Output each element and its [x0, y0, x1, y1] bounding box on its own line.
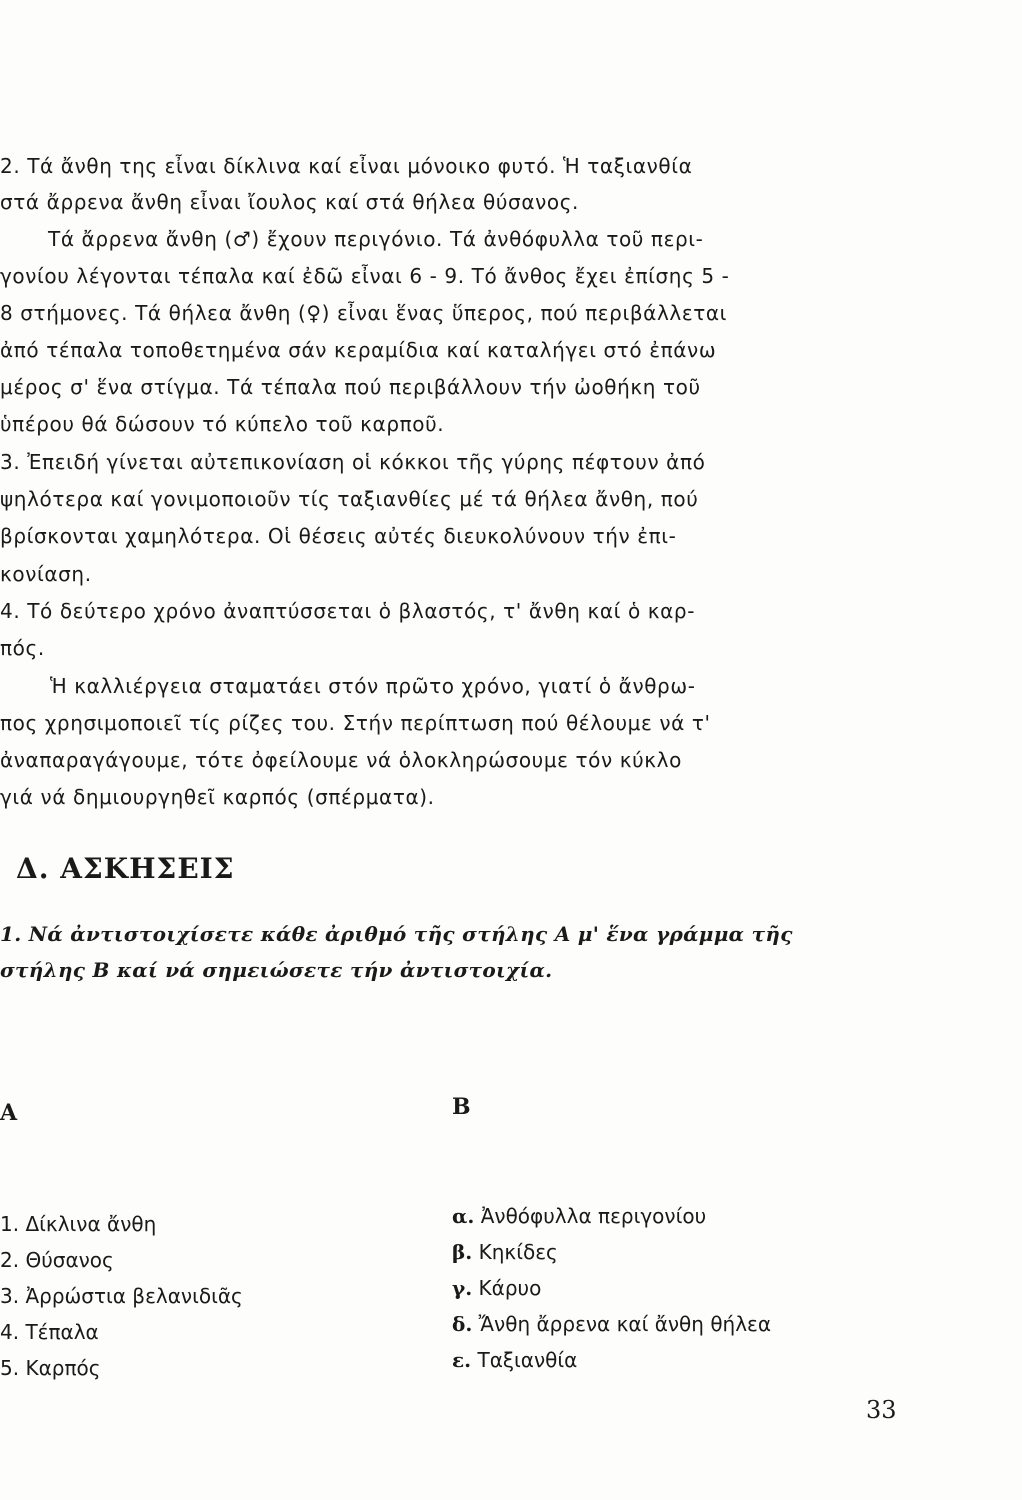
- item-text: Θύσανος: [25, 1248, 114, 1272]
- paragraph-line: 3. Ἐπειδή γίνεται αὐτεπικονίαση οἱ κόκκοι τῆς γύρης πέφτουν ἀπό: [0, 450, 706, 474]
- column-b-item: [452, 1346, 577, 1374]
- column-a-item: [0, 1210, 156, 1238]
- paragraph-line: βρίσκονται χαμηλότερα. Οἱ θέσεις αὐτές διευκολύνουν τήν ἐπι-: [0, 524, 677, 548]
- paragraph-line: πός.: [0, 636, 45, 660]
- paragraph-line: κονίαση.: [0, 562, 92, 586]
- paragraph-line: ἀπό τέπαλα τοποθετημένα σάν κεραμίδια καί καταλήγει στό ἐπάνω: [0, 338, 717, 362]
- item-text: Καρπός: [25, 1356, 101, 1380]
- column-b-item: [452, 1274, 541, 1302]
- item-number: 3.: [0, 1284, 20, 1308]
- column-a-item: [0, 1282, 243, 1310]
- item-text: Τέπαλα: [25, 1320, 99, 1344]
- item-letter: ε.: [452, 1348, 472, 1372]
- item-text: Δίκλινα ἄνθη: [25, 1212, 157, 1236]
- paragraph-line: στά ἄρρενα ἄνθη εἶναι ἴουλος καί στά θήλεα θύσανος.: [0, 190, 580, 214]
- column-a-item: [0, 1318, 99, 1346]
- item-letter: δ.: [452, 1312, 473, 1336]
- section-heading: Δ. ΑΣΚΗΣΕΙΣ: [16, 852, 235, 885]
- paragraph-line: γονίου λέγονται τέπαλα καί ἐδῶ εἶναι 6 - 9. Τό ἄνθος ἔχει ἐπίσης 5 -: [0, 264, 730, 288]
- paragraph-line: ἀναπαραγάγουμε, τότε ὀφείλουμε νά ὁλοκληρώσουμε τόν κύκλο: [0, 748, 682, 772]
- item-number: 1.: [0, 1212, 20, 1236]
- item-number: 4.: [0, 1320, 20, 1344]
- item-letter: α.: [452, 1204, 475, 1228]
- exercise-question-line: στήλης Β καί νά σημειώσετε τήν ἀντιστοιχία.: [0, 958, 553, 982]
- paragraph-line: Τά ἄρρενα ἄνθη (♂) ἔχουν περιγόνιο. Τά ἀνθόφυλλα τοῦ περι-: [48, 227, 704, 251]
- item-letter: γ.: [452, 1276, 473, 1300]
- paragraph-line: Ἡ καλλιέργεια σταματάει στόν πρῶτο χρόνο, γιατί ὁ ἄνθρω-: [50, 674, 696, 698]
- paragraph-line: γιά νά δημιουργηθεῖ καρπός (σπέρματα).: [0, 785, 435, 809]
- column-b-item: [452, 1310, 771, 1338]
- paragraph-line: μέρος σ' ἕνα στίγμα. Τά τέπαλα πού περιβάλλουν τήν ὠοθήκη τοῦ: [0, 375, 701, 399]
- item-text: Κάρυο: [478, 1276, 542, 1300]
- column-b-header: Β: [452, 1094, 471, 1120]
- item-text: Ἄνθη ἄρρενα καί ἄνθη θήλεα: [478, 1312, 772, 1336]
- item-text: Κηκίδες: [478, 1240, 558, 1264]
- column-b-item: [452, 1202, 706, 1230]
- paragraph-line: ὑπέρου θά δώσουν τό κύπελο τοῦ καρποῦ.: [0, 412, 445, 436]
- paragraph-line: 2. Τά ἄνθη της εἶναι δίκλινα καί εἶναι μόνοικο φυτό. Ἡ ταξιανθία: [0, 154, 693, 178]
- page-number: 33: [866, 1396, 897, 1424]
- column-a-item: [0, 1354, 100, 1382]
- item-text: Ἀνθόφυλλα περιγονίου: [480, 1204, 707, 1228]
- item-number: 2.: [0, 1248, 20, 1272]
- column-b-item: [452, 1238, 558, 1266]
- item-number: 5.: [0, 1356, 20, 1380]
- column-a-header: Α: [0, 1100, 18, 1126]
- column-a-item: [0, 1246, 114, 1274]
- item-text: Ταξιανθία: [477, 1348, 578, 1372]
- item-letter: β.: [452, 1240, 473, 1264]
- paragraph-line: ψηλότερα καί γονιμοποιοῦν τίς ταξιανθίες μέ τά θήλεα ἄνθη, πού: [0, 487, 699, 511]
- paragraph-line: πος χρησιμοποιεῖ τίς ρίζες του. Στήν περίπτωση πού θέλουμε νά τ': [0, 711, 711, 735]
- exercise-question-line: 1. Νά ἀντιστοιχίσετε κάθε ἀριθμό τῆς στήλης Α μ' ἕνα γράμμα τῆς: [0, 922, 793, 946]
- item-text: Ἀρρώστια βελανιδιᾶς: [25, 1284, 243, 1308]
- paragraph-line: 8 στήμονες. Τά θήλεα ἄνθη (♀) εἶναι ἕνας ὕπερος, πού περιβάλλεται: [0, 301, 728, 325]
- paragraph-line: 4. Τό δεύτερο χρόνο ἀναπτύσσεται ὁ βλαστός, τ' ἄνθη καί ὁ καρ-: [0, 599, 696, 623]
